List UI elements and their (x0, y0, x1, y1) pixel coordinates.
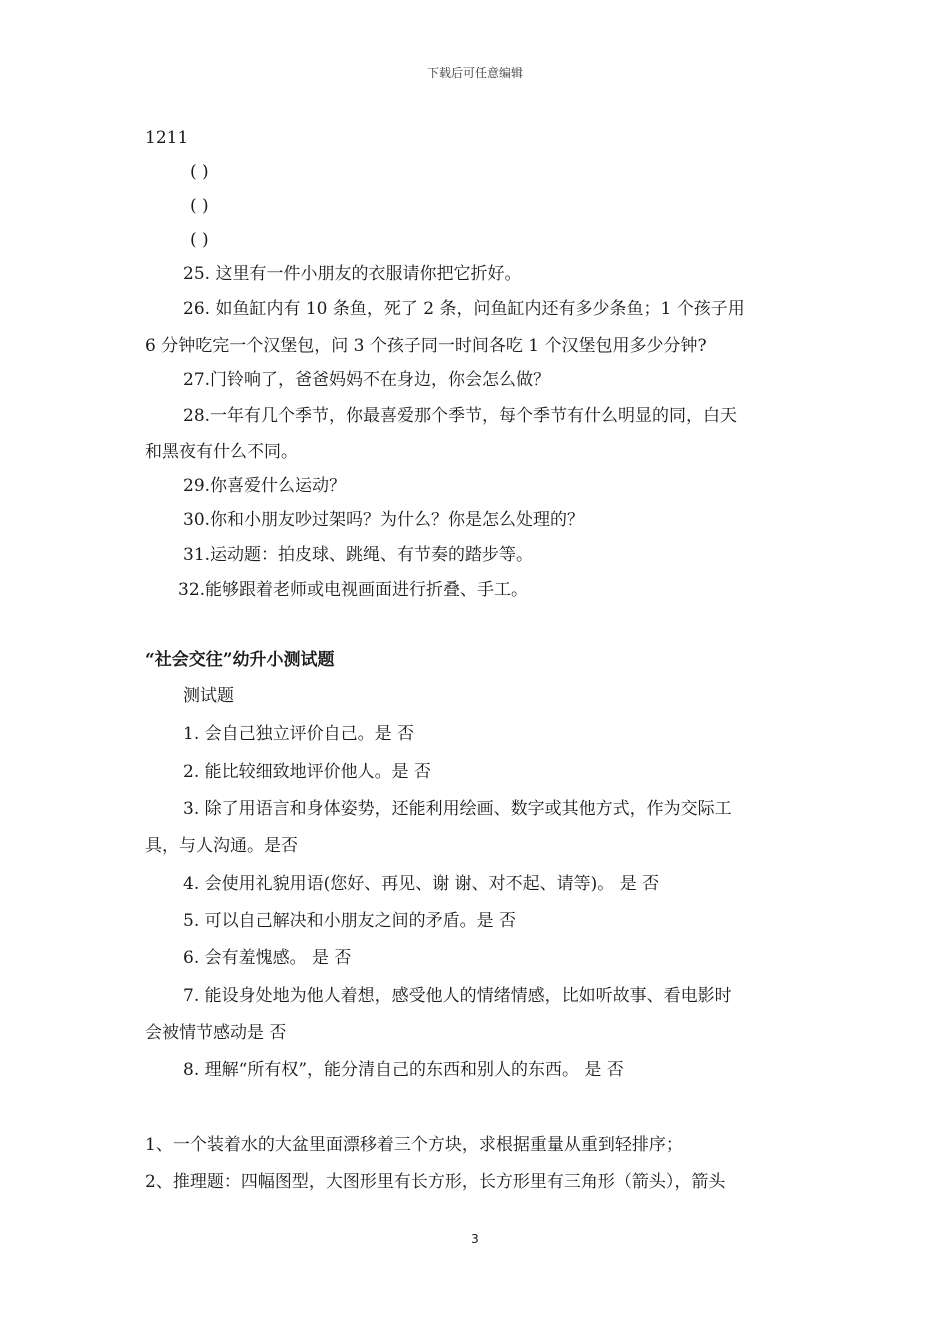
text-line: 1、一个装着水的大盆里面漂移着三个方块，求根据重量从重到轻排序； (145, 1135, 683, 1155)
text-line: 4. 会使用礼貌用语(您好、再见、谢 谢、对不起、请等)。 是 否 (183, 874, 660, 894)
text-line: 2、推理题：四幅图型，大图形里有长方形，长方形里有三角形（箭头），箭头 (145, 1172, 726, 1192)
text-line: 和黑夜有什么不同。 (145, 442, 298, 462)
text-line: 32.能够跟着老师或电视画面进行折叠、手工。 (178, 580, 529, 600)
text-line: 31.运动题：拍皮球、跳绳、有节奏的踏步等。 (183, 545, 534, 565)
text-line: 具，与人沟通。是否 (145, 836, 298, 856)
text-line: 2. 能比较细致地评价他人。是 否 (183, 762, 432, 782)
text-line: 1211 (145, 128, 189, 148)
text-line: 测试题 (183, 686, 234, 706)
text-line: 30.你和小朋友吵过架吗？为什么？你是怎么处理的？ (183, 510, 585, 530)
section-title: “社会交往”幼升小测试题 (145, 650, 335, 670)
text-line: ( ) (190, 230, 209, 250)
text-line: 1. 会自己独立评价自己。是 否 (183, 724, 415, 744)
text-line: 5. 可以自己解决和小朋友之间的矛盾。是 否 (183, 911, 517, 931)
page-header: 下载后可任意编辑 (426, 66, 523, 80)
text-line: ( ) (190, 162, 209, 182)
text-line: 6. 会有羞愧感。 是 否 (183, 948, 352, 968)
text-line: 3. 除了用语言和身体姿势，还能利用绘画、数字或其他方式，作为交际工 (183, 799, 732, 819)
text-line: 6 分钟吃完一个汉堡包，问 3 个孩子同一时间各吃 1 个汉堡包用多少分钟? (145, 336, 707, 356)
text-line: ( ) (190, 196, 209, 216)
text-line: 7. 能设身处地为他人着想，感受他人的情绪情感，比如听故事、看电影时 (183, 986, 732, 1006)
text-line: 28.一年有几个季节，你最喜爱那个季节，每个季节有什么明显的同，白天 (183, 406, 738, 426)
page-number: 3 (471, 1232, 479, 1246)
text-line: 8. 理解“所有权”，能分清自己的东西和别人的东西。 是 否 (183, 1060, 624, 1080)
text-line: 27.门铃响了，爸爸妈妈不在身边，你会怎么做？ (183, 370, 551, 390)
text-line: 26. 如鱼缸内有 10 条鱼，死了 2 条，问鱼缸内还有多少条鱼；1 个孩子用 (183, 299, 745, 319)
text-line: 29.你喜爱什么运动？ (183, 476, 347, 496)
text-line: 25. 这里有一件小朋友的衣服请你把它折好。 (183, 264, 522, 284)
text-line: 会被情节感动是 否 (145, 1023, 287, 1043)
